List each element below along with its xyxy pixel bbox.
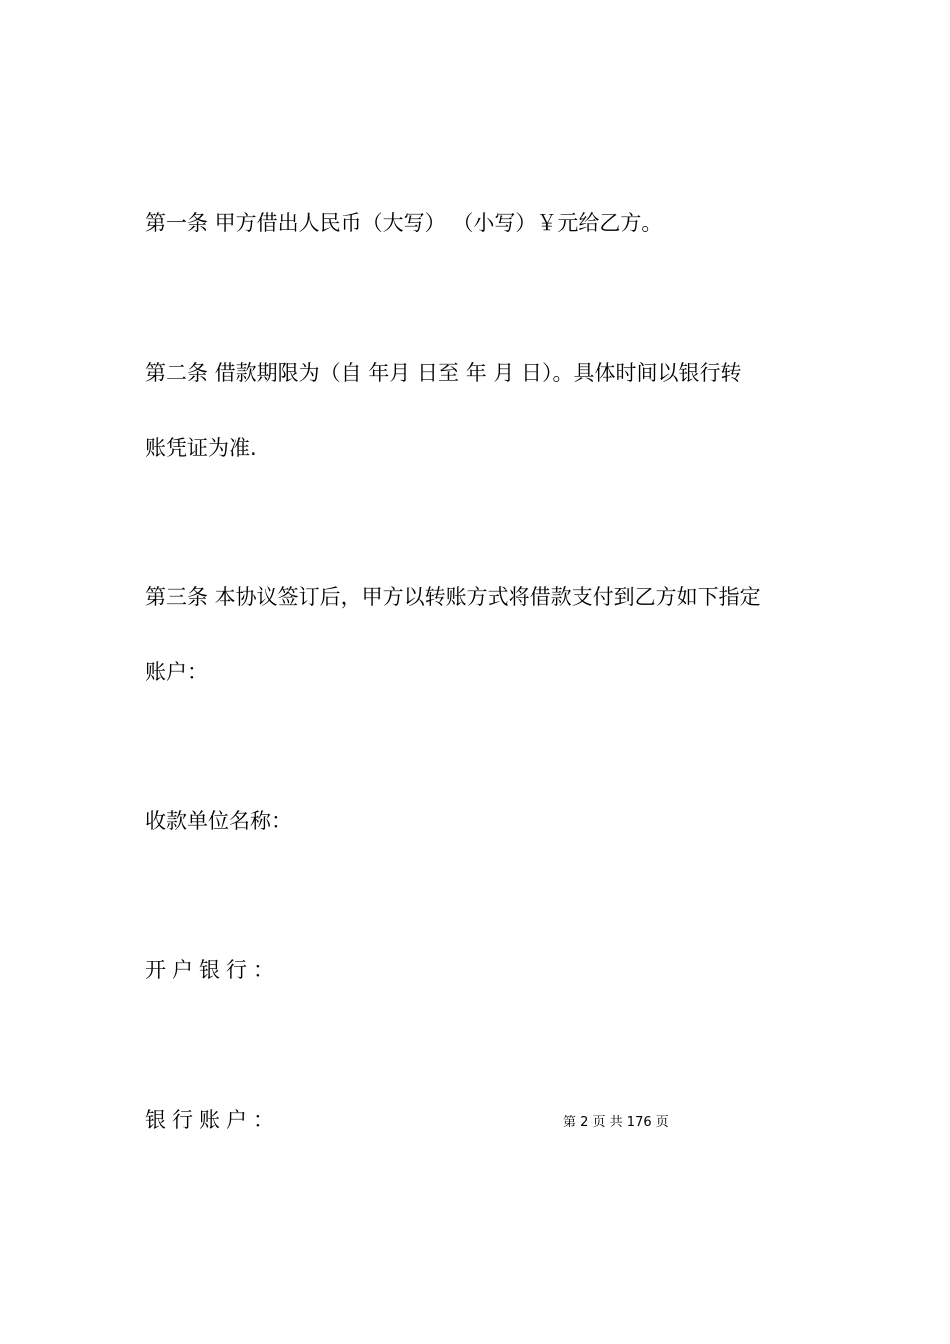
article-2-line-2: 账凭证为准. [145, 436, 257, 460]
article-1: 第一条 甲方借出人民币（大写） （小写）￥元给乙方。 [145, 211, 663, 235]
bank-label: 开户银行： [145, 958, 280, 982]
article-2-line-1: 第二条 借款期限为（自 年月 日至 年 月 日）。具体时间以银行转 [145, 361, 742, 385]
account-label: 银行账户： [145, 1108, 280, 1132]
page-number: 第 2 页 共 176 页 [563, 1115, 669, 1130]
article-3-line-1: 第三条 本协议签订后，甲方以转账方式将借款支付到乙方如下指定 [145, 585, 761, 609]
payee-name-label: 收款单位名称： [145, 809, 292, 833]
article-3-line-2: 账户： [145, 660, 208, 684]
